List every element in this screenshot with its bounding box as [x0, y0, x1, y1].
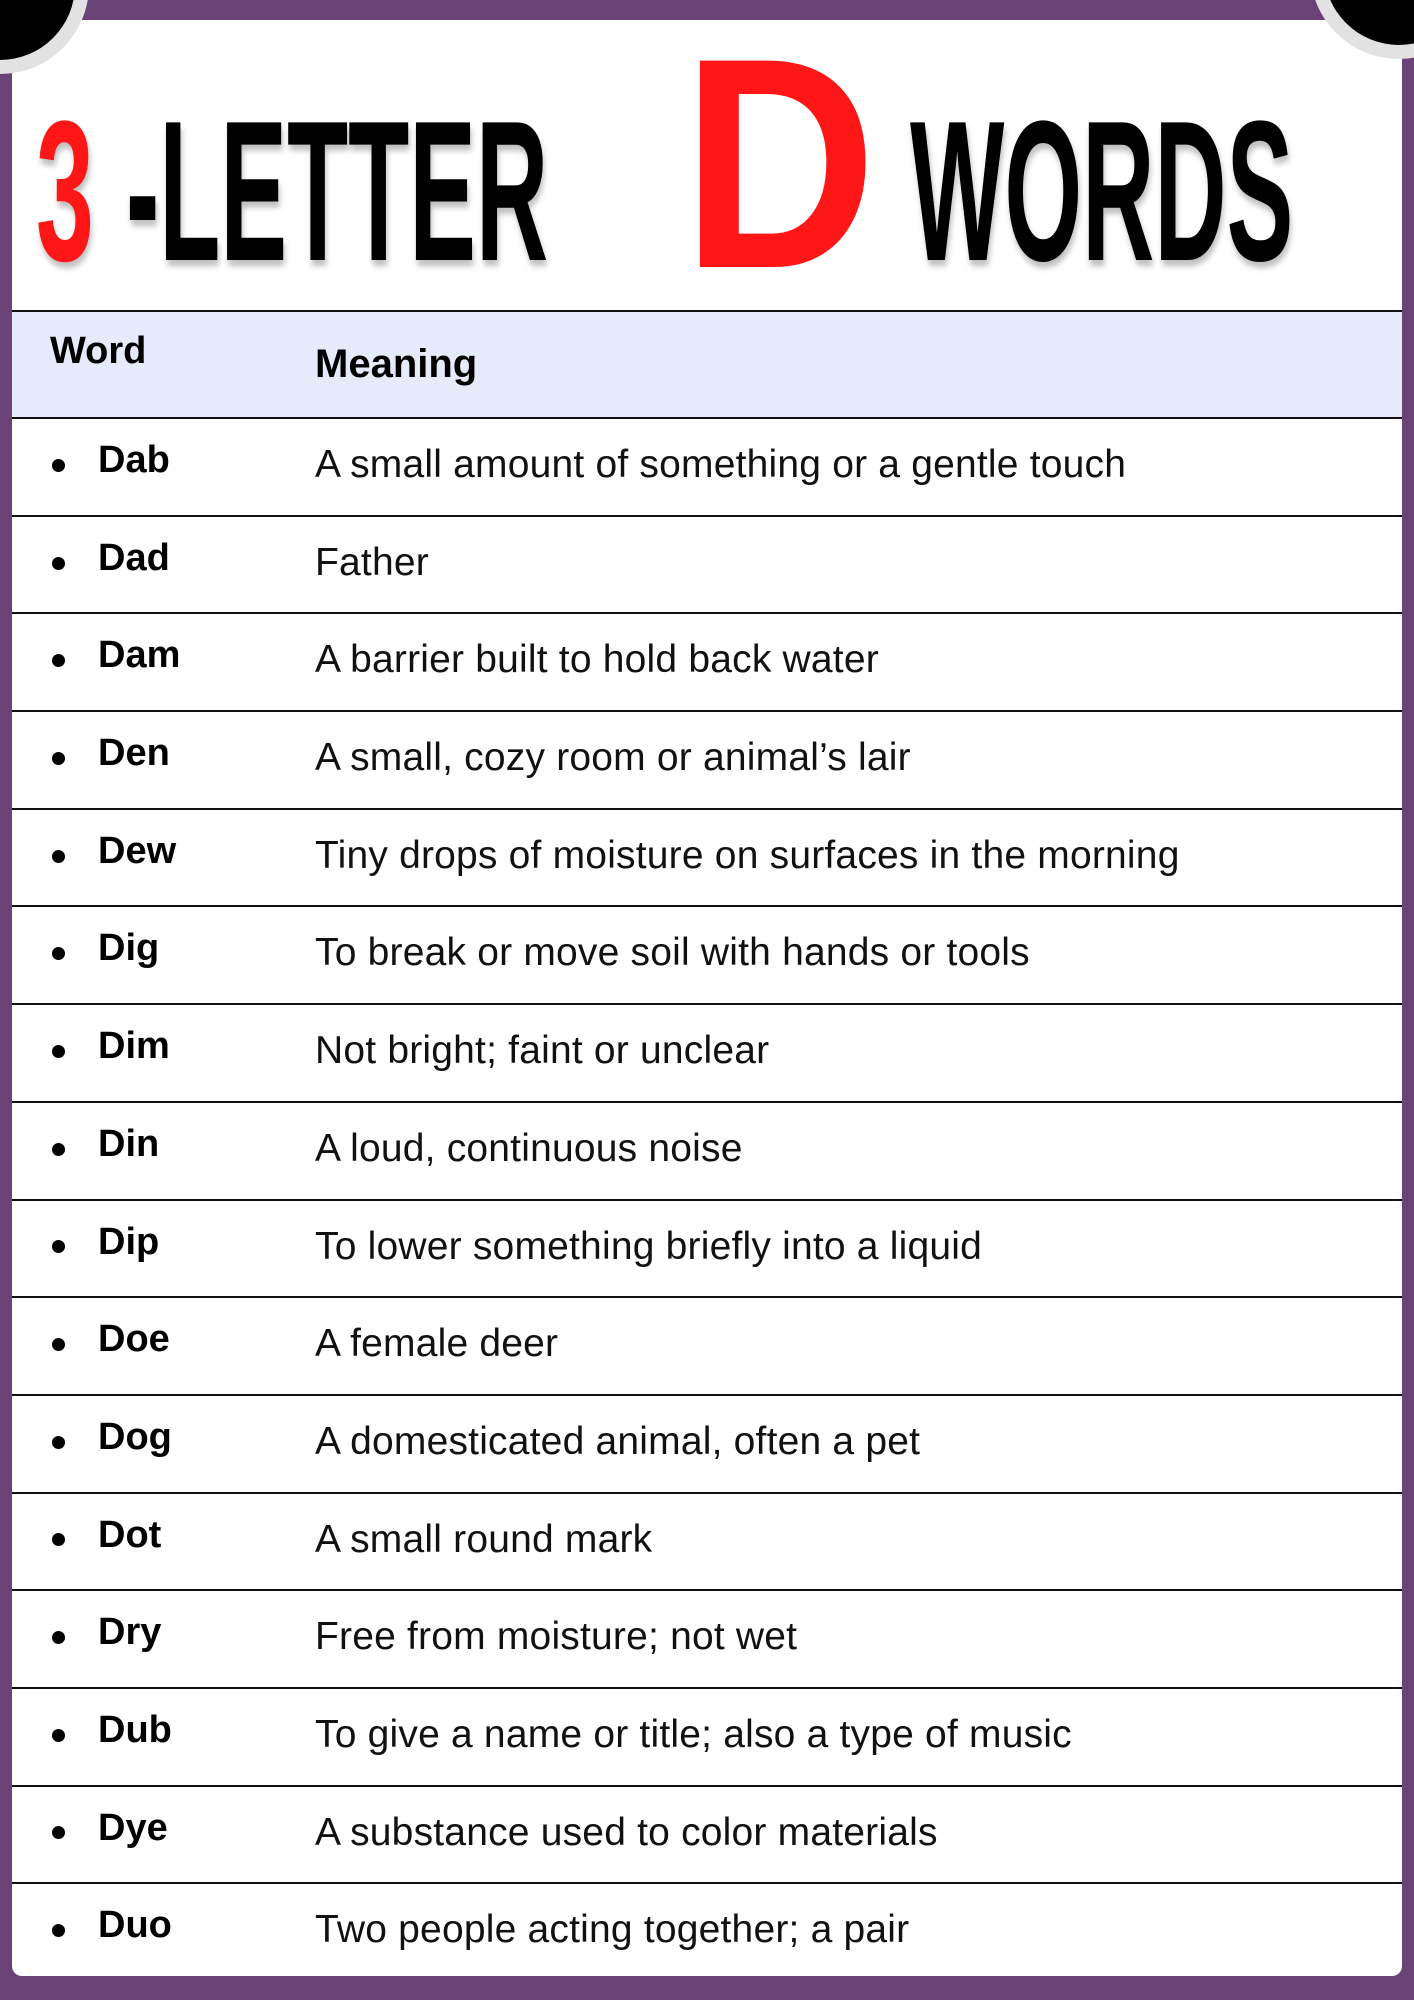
- bullet-icon: [52, 1045, 65, 1058]
- meaning-cell: To lower something briefly into a liquid: [315, 1224, 983, 1268]
- table-row: [12, 1591, 1402, 1689]
- meaning-cell: Tiny drops of moisture on surfaces in the morning: [315, 833, 1180, 877]
- word-cell: Dry: [98, 1611, 162, 1654]
- bullet-icon: [52, 459, 65, 472]
- table-row: [12, 712, 1402, 810]
- table-body: [12, 419, 1402, 1980]
- word-cell: Dip: [98, 1220, 160, 1263]
- word-cell: Dig: [98, 927, 160, 970]
- table-row: [12, 1396, 1402, 1494]
- bullet-icon: [52, 557, 65, 570]
- word-cell: Dot: [98, 1513, 162, 1556]
- bullet-icon: [52, 1826, 65, 1839]
- word-cell: Dog: [98, 1415, 172, 1458]
- meaning-cell: A small, cozy room or animal’s lair: [315, 736, 911, 780]
- table-row: [12, 1787, 1402, 1885]
- word-cell: Dub: [98, 1708, 172, 1751]
- word-table: [12, 310, 1402, 1980]
- bullet-icon: [52, 850, 65, 863]
- meaning-cell: Two people acting together; a pair: [315, 1908, 910, 1952]
- title-letter-label: -LETTER: [126, 80, 549, 303]
- header-word: Word: [50, 330, 147, 372]
- table-row: [12, 1689, 1402, 1787]
- meaning-cell: To break or move soil with hands or tools: [315, 931, 1030, 975]
- meaning-cell: A substance used to color materials: [315, 1810, 938, 1854]
- table-row: [12, 1201, 1402, 1299]
- word-cell: Dad: [98, 536, 170, 579]
- word-cell: Dye: [98, 1806, 168, 1849]
- table-row: [12, 1884, 1402, 1980]
- bullet-icon: [52, 1533, 65, 1546]
- bullet-icon: [52, 752, 65, 765]
- table-header: [12, 310, 1402, 419]
- table-row: [12, 517, 1402, 615]
- bullet-icon: [52, 1631, 65, 1644]
- meaning-cell: A small round mark: [315, 1517, 653, 1561]
- bullet-icon: [52, 1436, 65, 1449]
- word-cell: Dab: [98, 439, 170, 481]
- meaning-cell: Not bright; faint or unclear: [315, 1029, 770, 1073]
- meaning-cell: A domesticated animal, often a pet: [315, 1419, 921, 1463]
- title-featured-letter: D: [681, 48, 877, 278]
- table-row: [12, 419, 1402, 517]
- bullet-icon: [52, 1924, 65, 1937]
- title-suffix: WORDS: [910, 80, 1294, 303]
- title-number: 3: [36, 80, 94, 303]
- table-row: [12, 1494, 1402, 1592]
- table-row: [12, 1005, 1402, 1103]
- meaning-cell: Father: [315, 540, 429, 584]
- bullet-icon: [52, 1338, 65, 1351]
- meaning-cell: A loud, continuous noise: [315, 1126, 743, 1170]
- page-title: [0, 20, 1414, 303]
- title-letter-box: [676, 48, 882, 278]
- header-meaning: Meaning: [315, 342, 478, 386]
- table-row: [12, 1103, 1402, 1201]
- meaning-cell: A barrier built to hold back water: [315, 638, 879, 682]
- table-row: [12, 614, 1402, 712]
- meaning-cell: Free from moisture; not wet: [315, 1615, 798, 1659]
- word-cell: Doe: [98, 1318, 170, 1361]
- bullet-icon: [52, 1240, 65, 1253]
- meaning-cell: To give a name or title; also a type of music: [315, 1712, 1072, 1756]
- word-cell: Den: [98, 732, 170, 775]
- table-row: [12, 1298, 1402, 1396]
- word-cell: Dim: [98, 1025, 170, 1068]
- bullet-icon: [52, 1729, 65, 1742]
- word-cell: Din: [98, 1122, 160, 1165]
- word-cell: Dew: [98, 829, 177, 872]
- bullet-icon: [52, 654, 65, 667]
- bullet-icon: [52, 1143, 65, 1156]
- bullet-icon: [52, 947, 65, 960]
- table-row: [12, 810, 1402, 908]
- word-cell: Duo: [98, 1904, 172, 1947]
- table-row: [12, 907, 1402, 1005]
- meaning-cell: A female deer: [315, 1322, 559, 1366]
- meaning-cell: A small amount of something or a gentle touch: [315, 443, 1127, 486]
- word-cell: Dam: [98, 634, 181, 677]
